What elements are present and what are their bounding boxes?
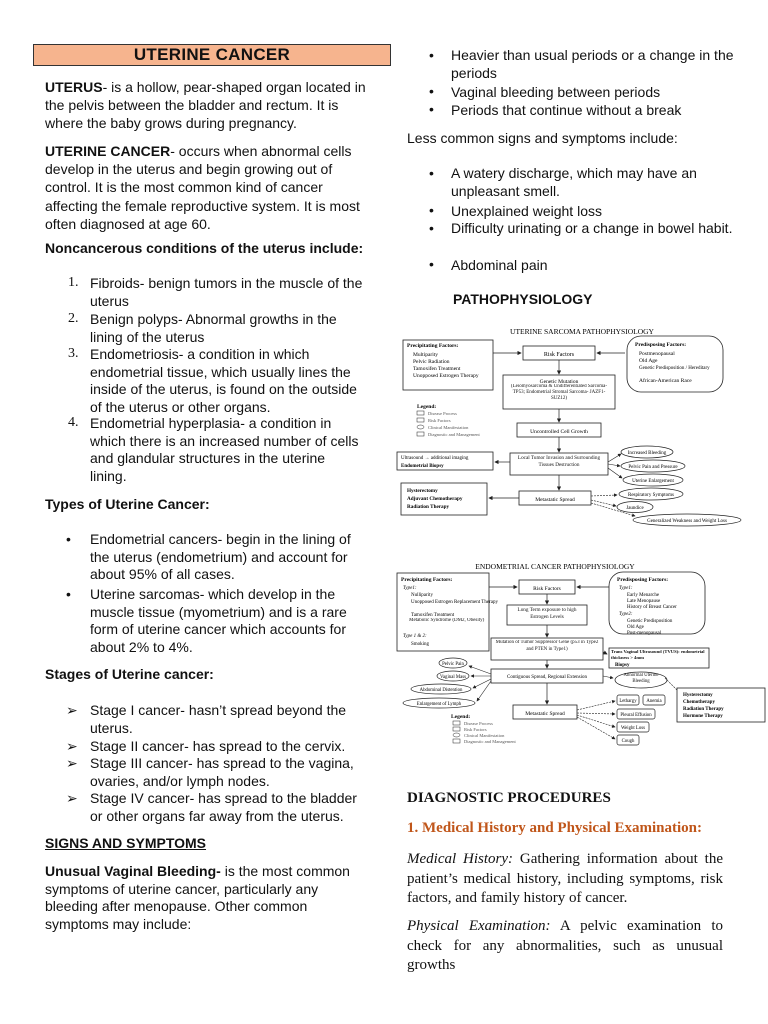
endo-predis-item: Genetic Predisposition bbox=[627, 619, 673, 624]
arrow-bullet-icon: ➢ bbox=[66, 702, 78, 718]
sarcoma-precip-item: Multiparity bbox=[413, 352, 439, 358]
sarcoma-biopsy: Endometrial Biopsy bbox=[401, 464, 444, 469]
sarcoma-predisposing-title: Predisposing Factors: bbox=[635, 342, 687, 348]
bullet-icon: • bbox=[429, 47, 434, 63]
stage-2: Stage II cancer- has spread to the cervix. bbox=[90, 738, 346, 754]
sarcoma-risk-text: Risk Factors bbox=[543, 352, 575, 358]
stage-3: Stage III cancer- has spread to the vagina, ovaries, and/or lymph nodes. bbox=[90, 755, 354, 789]
less-common-intro: Less common signs and symptoms include: bbox=[407, 130, 678, 146]
symptom-urination: Difficulty urinating or a change in bowel habit. bbox=[451, 220, 733, 236]
uterine-cancer-definition bbox=[45, 142, 367, 233]
list-item-fibroids: Fibroids- benign tumors in the muscle of the uterus bbox=[90, 275, 363, 309]
physical-exam-term: Physical Examination: bbox=[407, 918, 551, 934]
physical-exam-text: A pelvic examination to check for any abnormalities, such as unusual growths bbox=[407, 918, 723, 973]
sarcoma-precip-item: Unopposed Estrogen Therapy bbox=[413, 373, 479, 379]
pathophysiology-heading: PATHOPHYSIOLOGY bbox=[453, 291, 593, 307]
endo-anemia: Anemia bbox=[646, 699, 662, 704]
uterine-cancer-text: - occurs when abnormal cells develop in the uterus and begin growing out of control. It is the most common kind of cancer affecting the female reproductive system. It is most often diagnosed at age 60. bbox=[45, 143, 360, 232]
symptom-watery-discharge: A watery discharge, which may have an unpleasant smell. bbox=[451, 165, 697, 199]
endo-risk-text: Risk Factors bbox=[533, 586, 561, 592]
bullet-icon: • bbox=[429, 220, 434, 236]
sarcoma-mutation-text: (Leiomyosarcoma & Undifferentiated Sarcoma- TP53; Endometrial Stromal Sarcoma- JAZF1-SUZ12) bbox=[510, 384, 608, 401]
endo-type-label: Type1: bbox=[403, 586, 417, 591]
legend-item: Clinical Manifestation bbox=[464, 733, 505, 738]
endo-precip-item: Unopposed Estrogen Replacement Therapy bbox=[411, 600, 498, 605]
endo-lethargy: Lethargy bbox=[619, 699, 637, 704]
endo-treatment: Chemotherapy bbox=[683, 700, 715, 705]
endo-vaginal-mass: Vaginal Mass bbox=[440, 675, 466, 680]
endo-lymph: Enlargement of Lymph bbox=[416, 702, 462, 707]
bullet-icon: • bbox=[429, 83, 434, 99]
types-heading: Types of Uterine Cancer: bbox=[45, 496, 210, 512]
list-item-hyperplasia: Endometrial hyperplasia- a condition in which there is an increased number of cells and glandular structures in the uterine lining. bbox=[90, 415, 359, 485]
bleeding-text: is the most common symptoms of uterine cancer, particularly any bleeding after menopause. Other common symptoms may include: bbox=[45, 863, 350, 932]
sarcoma-enlargement: Uterine Enlargement bbox=[632, 479, 674, 484]
endo-mutation-text: Mutation of Tumor Suppressor Gene (p53 in Type2 and PTEN in Type1) bbox=[495, 640, 599, 652]
endo-predis-item: Early Menarche bbox=[627, 593, 660, 598]
bleeding-paragraph bbox=[45, 863, 365, 933]
bleeding-term: Unusual Vaginal Bleeding- bbox=[45, 863, 221, 879]
endo-predis-item: Post-menopausal bbox=[627, 631, 662, 636]
page-title-text: UTERINE CANCER bbox=[133, 45, 291, 64]
sarcoma-invasion-text: Local Tumor Invasion and Surrounding Tissues Destruction bbox=[517, 455, 601, 468]
legend-item: Disease Process bbox=[428, 411, 457, 416]
endo-pelvic-pain: Pelvic Pain bbox=[442, 662, 464, 667]
sarcoma-legend-title: Legend: bbox=[417, 404, 437, 410]
endo-treatment: Hormone Therapy bbox=[683, 714, 723, 719]
diagnostic-subheading: 1. Medical History and Physical Examination: bbox=[407, 820, 703, 836]
diagnostic-heading: DIAGNOSTIC PROCEDURES bbox=[407, 790, 611, 806]
sarcoma-jaundice: Jaundice bbox=[626, 506, 644, 511]
sarcoma-mutation-title: Genetic Mutation bbox=[539, 379, 579, 385]
sarcoma-respiratory: Respiratory Symptoms bbox=[628, 493, 674, 498]
legend-item: Disease Process bbox=[464, 721, 493, 726]
signs-heading: SIGNS AND SYMPTOMS bbox=[45, 835, 207, 851]
sarcoma-treatment: Radiation Therapy bbox=[407, 504, 450, 510]
endo-precip-item: Tamoxifen Treatment bbox=[411, 613, 455, 618]
bullet-icon: • bbox=[429, 101, 434, 117]
symptom-continuous-periods: Periods that continue without a break bbox=[451, 102, 682, 118]
endo-type-label: Type2: bbox=[619, 612, 633, 617]
endo-abnormal-bleeding: Abnormal Uterine Bleeding bbox=[623, 673, 659, 684]
bullet-icon: • bbox=[66, 531, 71, 547]
list-number: 2. bbox=[68, 311, 79, 326]
medical-history-text: Gathering information about the patient’s medical history, including symptoms, risk factors, and family history of cancer. bbox=[407, 851, 724, 906]
endo-predisposing-title: Predisposing Factors: bbox=[617, 577, 669, 583]
sarcoma-predis-item: Genetic Predisposition / Hereditary bbox=[639, 366, 710, 371]
uterus-term: UTERUS bbox=[45, 79, 103, 95]
endo-spread-text: Metastatic Spread bbox=[525, 711, 565, 717]
list-number: 4. bbox=[68, 415, 79, 430]
endo-weight: Weight Loss bbox=[621, 726, 645, 731]
endo-precip-item: Metabolic Syndrome (DM2, Obesity) bbox=[409, 618, 485, 623]
sarcoma-growth-text: Uncontrolled Cell Growth bbox=[530, 429, 588, 435]
legend-item: Clinical Manifestation bbox=[428, 425, 469, 430]
physical-exam-paragraph bbox=[407, 917, 723, 976]
symptom-heavier-periods: Heavier than usual periods or a change in the periods bbox=[451, 47, 734, 81]
sarcoma-spread-text: Metastatic Spread bbox=[535, 497, 575, 503]
type-endometrial: Endometrial cancers- begin in the lining of the uterus (endometrium) and account for about 95% of all cases. bbox=[90, 531, 351, 583]
bullet-icon: • bbox=[429, 256, 434, 272]
arrow-bullet-icon: ➢ bbox=[66, 790, 78, 806]
sarcoma-bleeding: Increased Bleeding bbox=[627, 451, 667, 456]
sarcoma-precip-item: Pelvic Radiation bbox=[413, 359, 450, 365]
sarcoma-predis-item: African-American Race bbox=[639, 378, 692, 384]
endo-legend-title: Legend: bbox=[451, 714, 471, 720]
stage-1: Stage I cancer- hasn’t spread beyond the uterus. bbox=[90, 702, 347, 736]
endometrial-title: ENDOMETRIAL CANCER PATHOPHYSIOLOGY bbox=[475, 562, 635, 571]
symptom-bleeding-between: Vaginal bleeding between periods bbox=[451, 84, 661, 100]
type-sarcoma: Uterine sarcomas- which develop in the muscle tissue (myometrium) and is a rare form of uterine cancer which accounts for about 2% to 4%. bbox=[90, 586, 347, 656]
list-number: 3. bbox=[68, 346, 79, 361]
sarcoma-treatment: Hysterectomy bbox=[407, 488, 438, 494]
endo-predis-item: Late Menopause bbox=[627, 599, 661, 604]
sarcoma-precip-item: Tamoxifen Treatment bbox=[413, 366, 461, 372]
endo-precip-item: Smoking bbox=[411, 642, 430, 647]
bullet-icon: • bbox=[66, 586, 71, 602]
endo-tvus: Trans Vaginal Ultrasound (TVUS): endometrial thickness > 4mm bbox=[611, 649, 705, 660]
medical-history-paragraph bbox=[407, 850, 723, 909]
endo-precipitating-box bbox=[397, 573, 489, 651]
endo-type-label: Type 1 & 2: bbox=[403, 634, 427, 639]
endometrial-diagram bbox=[395, 560, 768, 746]
sarcoma-diagram bbox=[395, 322, 768, 528]
uterus-text: - is a hollow, pear-shaped organ located in the pelvis between the bladder and rectum. It is where the baby grows during pregnancy. bbox=[45, 79, 366, 132]
endo-predis-item: Old Age bbox=[627, 625, 644, 630]
list-item-endometriosis: Endometriosis- a condition in which endometrial tissue, which usually lines the inside of the uterus, is found on the outside of the uterus or other organs. bbox=[90, 346, 357, 416]
sarcoma-weakness: Generalized Weakness and Weight Loss bbox=[647, 519, 727, 524]
arrow-bullet-icon: ➢ bbox=[66, 738, 78, 754]
uterus-definition bbox=[45, 78, 370, 133]
symptom-weight-loss: Unexplained weight loss bbox=[451, 203, 602, 219]
endo-predis-item: History of Breast Cancer bbox=[627, 605, 677, 610]
bullet-icon: • bbox=[429, 165, 434, 181]
list-number: 1. bbox=[68, 275, 79, 290]
sarcoma-predis-item: Old Age bbox=[639, 358, 658, 364]
endo-distention: Abdominal Distention bbox=[419, 688, 463, 693]
sarcoma-predis-item: Postmenopausal bbox=[639, 351, 675, 357]
noncancerous-heading: Noncancerous conditions of the uterus include: bbox=[45, 240, 364, 256]
medical-history-term: Medical History: bbox=[407, 851, 514, 867]
sarcoma-precipitating-title: Precipitating Factors: bbox=[407, 343, 459, 349]
sarcoma-pain: Pelvic Pain and Pressure bbox=[628, 465, 678, 470]
endo-exposure-text: Long Term exposure to high Estrogen Levels bbox=[517, 607, 577, 620]
uterine-cancer-term: UTERINE CANCER bbox=[45, 143, 171, 159]
stages-heading: Stages of Uterine cancer: bbox=[45, 666, 214, 682]
endo-precipitating-title: Precipitating Factors: bbox=[401, 577, 453, 583]
legend-item: Risk Factors bbox=[464, 727, 487, 732]
endo-treatment: Hysterectomy bbox=[683, 693, 713, 698]
stage-4: Stage IV cancer- has spread to the bladder or other organs far away from the uterus. bbox=[90, 790, 357, 824]
endo-type-label: Type1: bbox=[619, 586, 633, 591]
sarcoma-title: UTERINE SARCOMA PATHOPHYSIOLOGY bbox=[510, 327, 654, 336]
endo-biopsy: Biopsy bbox=[615, 663, 630, 668]
legend-item: Diagnostic and Management bbox=[464, 739, 516, 744]
page-title bbox=[33, 44, 391, 66]
bullet-icon: • bbox=[429, 202, 434, 218]
legend-item: Diagnostic and Management bbox=[428, 432, 480, 437]
endo-cough: Cough bbox=[621, 739, 635, 744]
sarcoma-treatment: Adjuvant Chemotherapy bbox=[407, 496, 463, 502]
arrow-bullet-icon: ➢ bbox=[66, 755, 78, 771]
sarcoma-ultrasound: Ultrasound → additional imaging bbox=[401, 456, 469, 461]
endo-precip-item: Nulliparity bbox=[411, 593, 433, 598]
legend-item: Risk Factors bbox=[428, 418, 451, 423]
endo-contiguous-text: Contiguous Spread, Regional Extension bbox=[507, 675, 587, 680]
symptom-abdominal-pain: Abdominal pain bbox=[451, 257, 548, 273]
list-item-polyps: Benign polyps- Abnormal growths in the lining of the uterus bbox=[90, 311, 337, 345]
endo-treatment: Radiation Therapy bbox=[683, 707, 724, 712]
endo-pleural: Pleural Effusion bbox=[620, 713, 652, 718]
